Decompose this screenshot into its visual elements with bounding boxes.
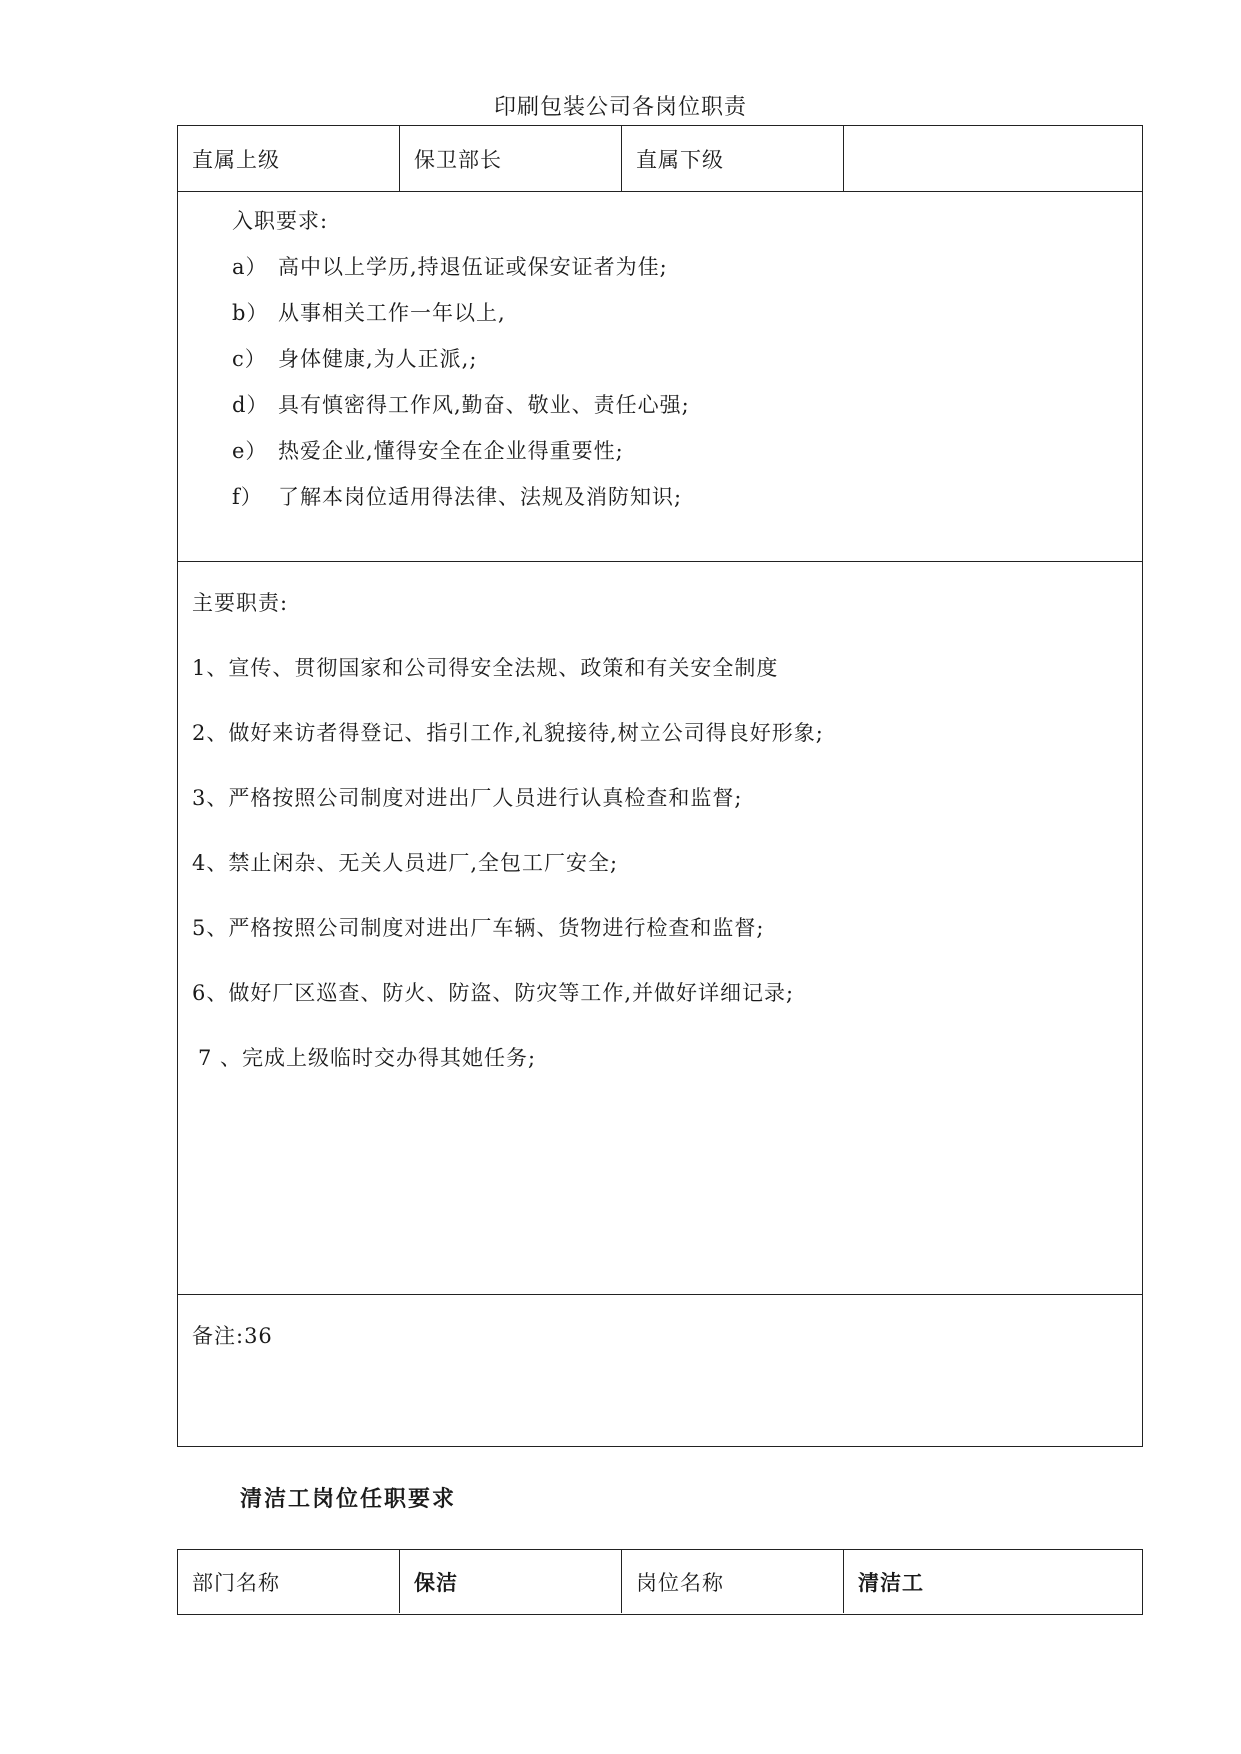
list-item-text: 高中以上学历,持退伍证或保安证者为佳;	[278, 255, 668, 279]
list-item: 6、做好厂区巡查、防火、防盗、防灾等工作,并做好详细记录;	[192, 981, 795, 1005]
post-label-cell: 岗位名称	[622, 1550, 844, 1613]
note-text: 备注:36	[192, 1324, 273, 1348]
superior-value-cell: 保卫部长	[400, 126, 622, 191]
list-item	[232, 344, 1142, 374]
list-item-label: d）	[232, 393, 269, 417]
requirements-block	[178, 192, 1142, 512]
subordinate-label-cell: 直属下级	[622, 126, 844, 191]
requirements-row	[178, 192, 1142, 562]
list-item-label: f）	[232, 485, 263, 509]
superior-label-cell: 直属上级	[178, 126, 400, 191]
dept-value-cell: 保洁	[400, 1550, 622, 1613]
job-table-cleaner	[177, 1549, 1143, 1615]
list-item	[232, 298, 1142, 328]
list-item: 1、宣传、贯彻国家和公司得安全法规、政策和有关安全制度	[192, 656, 779, 680]
list-item: 7 、完成上级临时交办得其她任务;	[198, 1046, 537, 1070]
list-item-label: c）	[232, 347, 267, 371]
list-item	[232, 436, 1142, 466]
list-item	[232, 482, 1142, 512]
list-item-text: 具有慎密得工作风,勤奋、敬业、责任心强;	[278, 393, 690, 417]
table-header-row	[178, 1550, 1142, 1613]
list-item-text: 从事相关工作一年以上,	[278, 301, 506, 325]
post-value-cell: 清洁工	[858, 1569, 924, 1595]
list-item: 2、做好来访者得登记、指引工作,礼貌接待,树立公司得良好形象;	[192, 721, 824, 745]
duties-block	[178, 562, 1142, 1073]
subordinate-value-cell	[844, 126, 1142, 191]
dept-label-cell: 部门名称	[178, 1550, 400, 1613]
note-row	[178, 1295, 1142, 1445]
list-item-label: a）	[232, 255, 268, 279]
page-header-title: 印刷包装公司各岗位职责	[493, 95, 747, 120]
requirements-title: 入职要求:	[232, 209, 329, 233]
list-item	[232, 252, 1142, 282]
duties-title: 主要职责:	[192, 591, 289, 615]
table-header-row	[178, 126, 1142, 192]
list-item-text: 热爱企业,懂得安全在企业得重要性;	[278, 439, 624, 463]
list-item-label: e）	[232, 439, 268, 463]
duties-row	[178, 562, 1142, 1295]
list-item	[232, 390, 1142, 420]
list-item: 5、严格按照公司制度对进出厂车辆、货物进行检查和监督;	[192, 916, 765, 940]
list-item: 3、严格按照公司制度对进出厂人员进行认真检查和监督;	[192, 786, 743, 810]
section-title-cleaner: 清洁工岗位任职要求	[240, 1486, 457, 1512]
list-item-text: 身体健康,为人正派,;	[278, 347, 478, 371]
job-table-security	[177, 125, 1143, 1447]
list-item: 4、禁止闲杂、无关人员进厂,全包工厂安全;	[192, 851, 619, 875]
list-item-text: 了解本岗位适用得法律、法规及消防知识;	[278, 485, 683, 509]
list-item-label: b）	[232, 301, 269, 325]
